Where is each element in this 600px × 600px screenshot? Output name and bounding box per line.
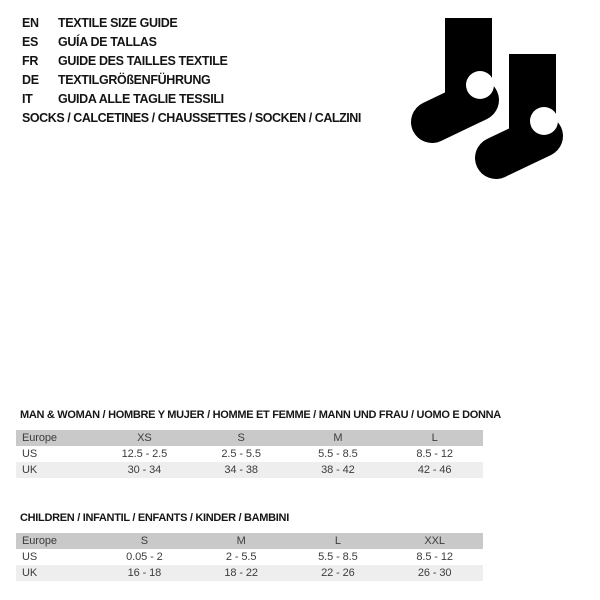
size-cell: 2 - 5.5 bbox=[225, 551, 257, 563]
column-header-region: Europe bbox=[22, 535, 57, 547]
region-cell: US bbox=[22, 448, 38, 460]
region-cell: UK bbox=[22, 464, 38, 476]
language-row-es bbox=[22, 32, 228, 51]
table-title: CHILDREN / INFANTIL / ENFANTS / KINDER / BAMBINI bbox=[20, 512, 289, 524]
size-cell: 2.5 - 5.5 bbox=[221, 448, 261, 460]
language-row-de bbox=[22, 70, 228, 89]
column-header-size: XXL bbox=[424, 535, 445, 547]
size-cell: 42 - 46 bbox=[417, 464, 452, 476]
column-header-region: Europe bbox=[22, 432, 57, 444]
size-cell: 30 - 34 bbox=[127, 464, 162, 476]
column-header-size: M bbox=[333, 432, 343, 444]
size-cell: 22 - 26 bbox=[321, 567, 355, 579]
language-row-fr bbox=[22, 51, 228, 70]
language-row-it bbox=[22, 89, 228, 108]
language-code: DE bbox=[22, 72, 39, 87]
size-cell: 18 - 22 bbox=[224, 567, 258, 579]
region-cell: US bbox=[22, 551, 38, 563]
size-table-section-men-women bbox=[16, 409, 501, 478]
column-header-size: S bbox=[237, 432, 245, 444]
column-header-size: L bbox=[431, 432, 438, 444]
table-row-us bbox=[16, 549, 483, 565]
table-header-row bbox=[16, 430, 483, 446]
table-row-uk bbox=[16, 565, 483, 581]
category-heading: SOCKS / CALCETINES / CHAUSSETTES / SOCKEN / CALZINI bbox=[22, 111, 361, 125]
language-title: GUÍA DE TALLAS bbox=[58, 34, 157, 49]
size-cell: 12.5 - 2.5 bbox=[121, 448, 168, 460]
size-cell: 8.5 - 12 bbox=[416, 448, 453, 460]
size-cell: 16 - 18 bbox=[127, 567, 162, 579]
language-code: IT bbox=[22, 91, 33, 106]
size-table-section-children bbox=[16, 512, 484, 581]
sock-right-glyph bbox=[496, 54, 558, 158]
language-list bbox=[22, 13, 228, 108]
language-title: TEXTILE SIZE GUIDE bbox=[58, 15, 178, 30]
region-cell: UK bbox=[22, 567, 38, 579]
language-code: ES bbox=[22, 34, 39, 49]
size-cell: 26 - 30 bbox=[417, 567, 452, 579]
size-table-children bbox=[16, 533, 483, 581]
size-cell: 5.5 - 8.5 bbox=[318, 551, 358, 563]
size-cell: 0.05 - 2 bbox=[126, 551, 163, 563]
column-header-size: S bbox=[140, 535, 148, 547]
table-title: MAN & WOMAN / HOMBRE Y MUJER / HOMME ET FEMME / MANN UND FRAU / UOMO E DONNA bbox=[20, 409, 501, 421]
size-cell: 34 - 38 bbox=[224, 464, 258, 476]
language-code: FR bbox=[22, 53, 39, 68]
size-cell: 5.5 - 8.5 bbox=[318, 448, 358, 460]
language-title: GUIDE DES TAILLES TEXTILE bbox=[58, 53, 228, 68]
size-cell: 38 - 42 bbox=[321, 464, 355, 476]
column-header-size: XS bbox=[137, 432, 152, 444]
language-row-en bbox=[22, 13, 228, 32]
sock-left-glyph bbox=[432, 18, 494, 122]
column-header-size: M bbox=[236, 535, 246, 547]
table-row-us bbox=[16, 446, 483, 462]
table-row-uk bbox=[16, 462, 483, 478]
table-header-row bbox=[16, 533, 483, 549]
size-table-men-women bbox=[16, 430, 483, 478]
language-title: TEXTILGRÖßENFÜHRUNG bbox=[58, 72, 211, 87]
size-cell: 8.5 - 12 bbox=[416, 551, 453, 563]
language-code: EN bbox=[22, 15, 39, 30]
language-title: GUIDA ALLE TAGLIE TESSILI bbox=[58, 91, 224, 106]
socks-icon bbox=[408, 16, 568, 196]
column-header-size: L bbox=[334, 535, 341, 547]
